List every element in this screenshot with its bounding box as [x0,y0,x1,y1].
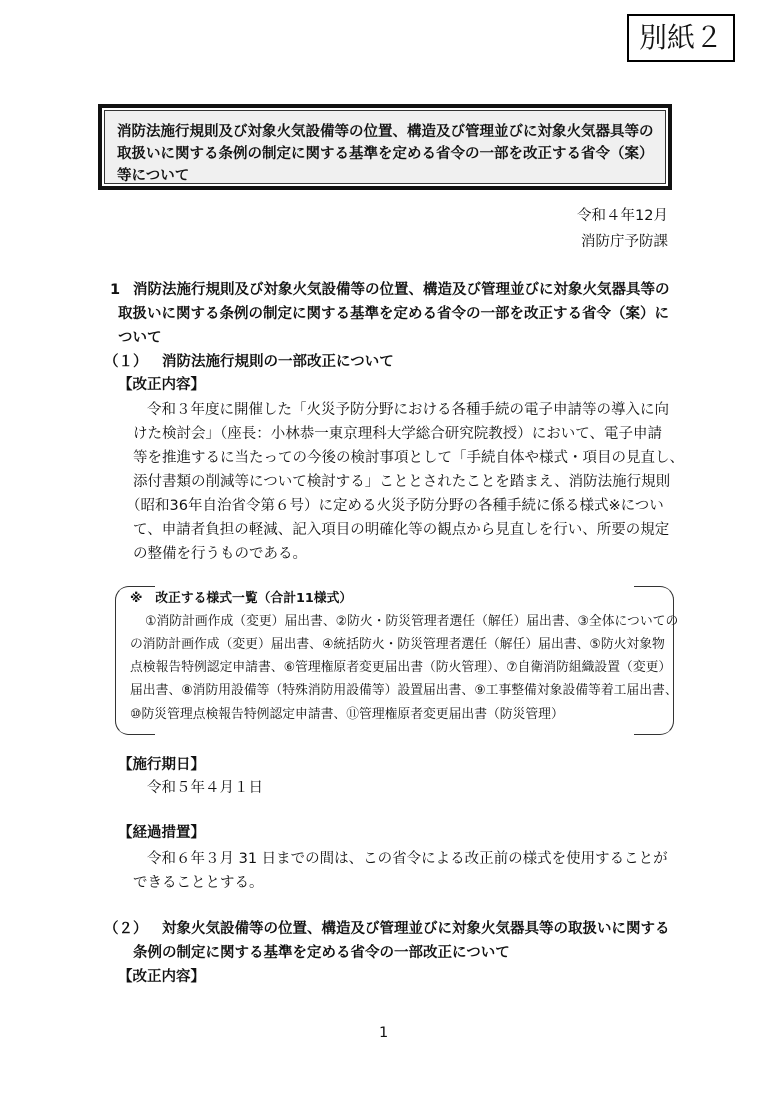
transition-line: 令和６年３月 31 日までの間は、この省令による改正前の様式を使用することが [147,851,668,867]
paragraph-line: の整備を行うものである。 [133,546,307,562]
title-line: 取扱いに関する条例の制定に関する基準を定める省令の一部を改正する省令（案） [117,146,654,162]
page-number: 1 [379,1025,389,1041]
transition-label: 【経過措置】 [118,825,205,841]
form-list-line: 届出書、⑧消防用設備等（特殊消防用設備等）設置届出書、⑨工事整備対象設備等着工届出書、 [130,683,678,698]
form-list-heading: ※ 改正する様式一覧（合計11様式） [130,591,353,606]
content-label: 【改正内容】 [118,969,205,985]
title-box-inner [104,110,666,184]
subsection-heading-line: 対象火気設備等の位置、構造及び管理並びに対象火気器具等の取扱いに関する [162,921,670,937]
effective-date: 令和５年４月１日 [147,780,263,796]
document-title-box [98,104,672,190]
section-heading-line: ついて [118,330,162,346]
section-number: 1 [110,282,121,298]
paragraph-line: て、申請者負担の軽減、記入項目の明確化等の観点から見直しを行い、所要の規定 [133,522,670,538]
form-list-line: ①消防計画作成（変更）届出書、②防火・防災管理者選任（解任）届出書、③全体についての [145,614,679,629]
section-heading-line: 取扱いに関する条例の制定に関する基準を定める省令の一部を改正する省令（案）に [118,306,669,322]
title-line: 消防法施行規則及び対象火気設備等の位置、構造及び管理並びに対象火気器具等の [117,124,654,140]
section-heading-line: 消防法施行規則及び対象火気設備等の位置、構造及び管理並びに対象火気器具等の [133,282,670,298]
paragraph-line: 添付書類の削減等について検討する」こととされたことを踏まえ、消防法施行規則 [133,474,671,490]
form-list-line: ⑩防災管理点検報告特例認定申請書、⑪管理権原者変更届出書（防災管理） [130,707,564,722]
paragraph-line: 令和３年度に開催した「火災予防分野における各種手続の電子申請等の導入に向 [147,402,669,418]
transition-line: できることとする。 [133,875,264,891]
department: 消防庁予防課 [581,234,668,250]
document-date: 令和４年12月 [577,208,668,224]
subsection-heading-line: 条例の制定に関する基準を定める省令の一部改正について [133,945,510,961]
form-list-line: の消防計画作成（変更）届出書、④統括防火・防災管理者選任（解任）届出書、⑤防火対象物 [130,637,665,652]
paragraph-line: 等を推進するに当たっての今後の検討事項として「手続自体や様式・項目の見直し、 [133,450,684,466]
paragraph-line: （昭和36年自治省令第６号）に定める火災予防分野の各種手続に係る様式※につい [126,498,664,514]
content-label: 【改正内容】 [118,377,205,393]
subsection-number: （２） [104,921,148,937]
subsection-number: （１） [104,354,148,370]
paragraph-line: けた検討会」（座長：小林恭一東京理科大学総合研究院教授）において、電子申請 [133,426,662,442]
annex-label: 別紙２ [627,14,735,62]
effective-label: 【施行期日】 [118,757,205,773]
title-line: 等について [117,168,190,184]
subsection-heading: 消防法施行規則の一部改正について [162,354,394,370]
form-list-line: 点検報告特例認定申請書、⑥管理権原者変更届出書（防火管理）、⑦自衛消防組織設置（変更） [130,660,672,675]
